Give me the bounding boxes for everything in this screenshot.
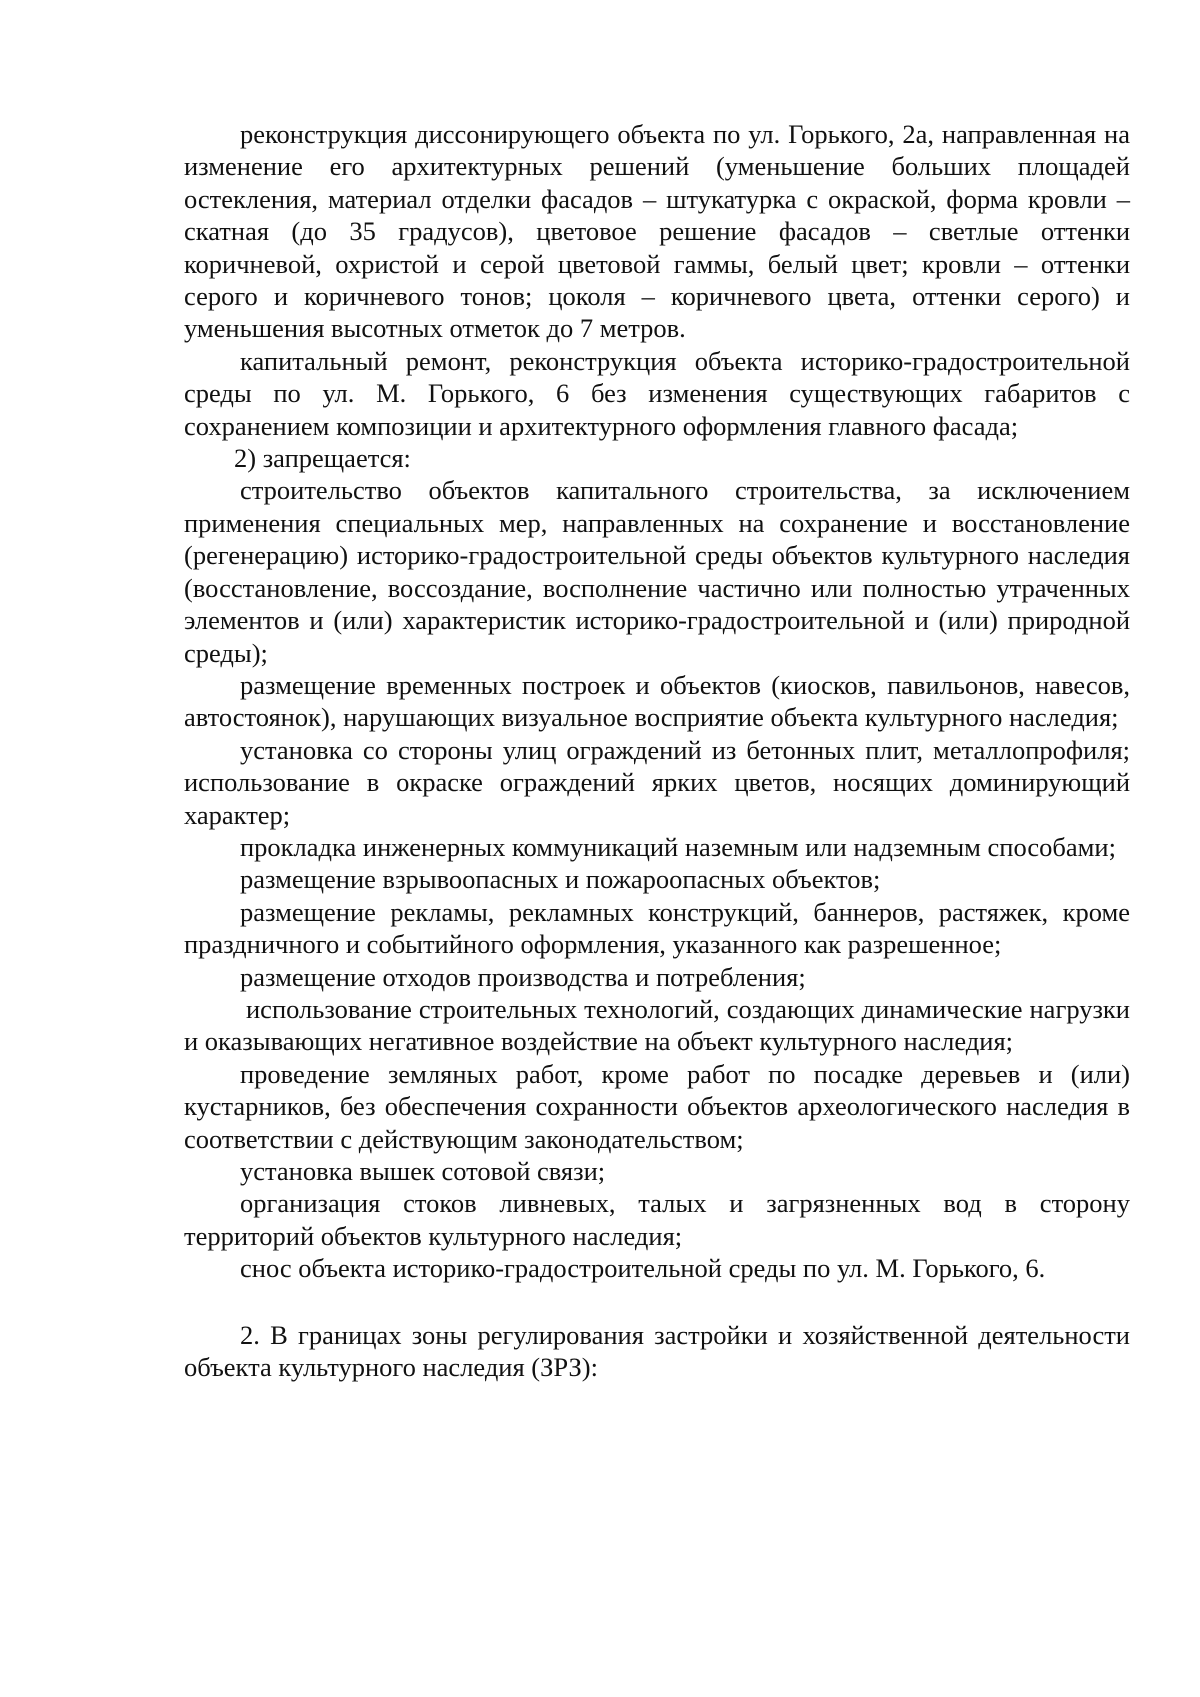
paragraph-construction-ban: строительство объектов капитального строительства, за исключением применения специальных мер, направленных на сохранение и восстановление (регенерацию) историко-градостроительной среды объектов культурного наследия (восстановление, воссоздание, восполнение частично или полностью утраченных элементов и (или) характеристик историко-градостроительной и (или) природной среды); — [184, 475, 1130, 668]
paragraph-prohibited-heading: 2) запрещается: — [234, 443, 411, 474]
paragraph-fences: установка со стороны улиц ограждений из бетонных плит, металлопрофиля; использование в окраске ограждений ярких цветов, носящих доминирующий характер; — [184, 734, 1130, 830]
section-spacer — [184, 1285, 1130, 1319]
document-body — [184, 118, 1130, 1383]
paragraph-demolition: снос объекта историко-градостроительной среды по ул. М. Горького, 6. — [240, 1253, 1046, 1284]
paragraph-hazardous-objects: размещение взрывоопасных и пожароопасных объектов; — [240, 864, 881, 895]
paragraph-reconstruction-dissonant-object: реконструкция диссонирующего объекта по ул. Горького, 2а, направленная на изменение его архитектурных решений (уменьшение больших площадей остекления, материал отделки фасадов – штукатурка с окраской, форма кровли – скатная (до 35 градусов), цветовое решение фасадов – светлые оттенки коричневой, охристой и серой цветовой гаммы, белый цвет; кровли – оттенки серого и коричневого тонов; цоколя – коричневого цвета, оттенки серого) и уменьшения высотных отметок до 7 метров. — [184, 119, 1130, 344]
paragraph-capital-repair: капитальный ремонт, реконструкция объекта историко-градостроительной среды по ул. М. Горького, 6 без изменения существующих габаритов с сохранением композиции и архитектурного оформления главного фасада; — [184, 345, 1130, 441]
paragraph-waste: размещение отходов производства и потребления; — [240, 961, 806, 992]
paragraph-drainage: организация стоков ливневых, талых и загрязненных вод в сторону территорий объектов культурного наследия; — [184, 1188, 1130, 1251]
paragraph-earthworks: проведение земляных работ, кроме работ по посадке деревьев и (или) кустарников, без обеспечения сохранности объектов археологического наследия в соответствии с действующим законодательством; — [184, 1058, 1130, 1154]
paragraph-construction-technologies: использование строительных технологий, создающих динамические нагрузки и оказывающих негативное воздействие на объект культурного наследия; — [184, 993, 1130, 1057]
paragraph-utilities: прокладка инженерных коммуникаций наземным или надземным способами; — [240, 831, 1116, 862]
paragraph-temporary-buildings: размещение временных построек и объектов (киосков, павильонов, навесов, автостоянок), нарушающих визуальное восприятие объекта культурного наследия; — [184, 669, 1130, 733]
paragraph-section-2-heading: 2. В границах зоны регулирования застройки и хозяйственной деятельности объекта культурного наследия (ЗРЗ): — [184, 1319, 1130, 1383]
paragraph-advertising: размещение рекламы, рекламных конструкций, баннеров, растяжек, кроме праздничного и событийного оформления, указанного как разрешенное; — [184, 896, 1130, 960]
paragraph-cell-towers: установка вышек сотовой связи; — [240, 1156, 606, 1186]
